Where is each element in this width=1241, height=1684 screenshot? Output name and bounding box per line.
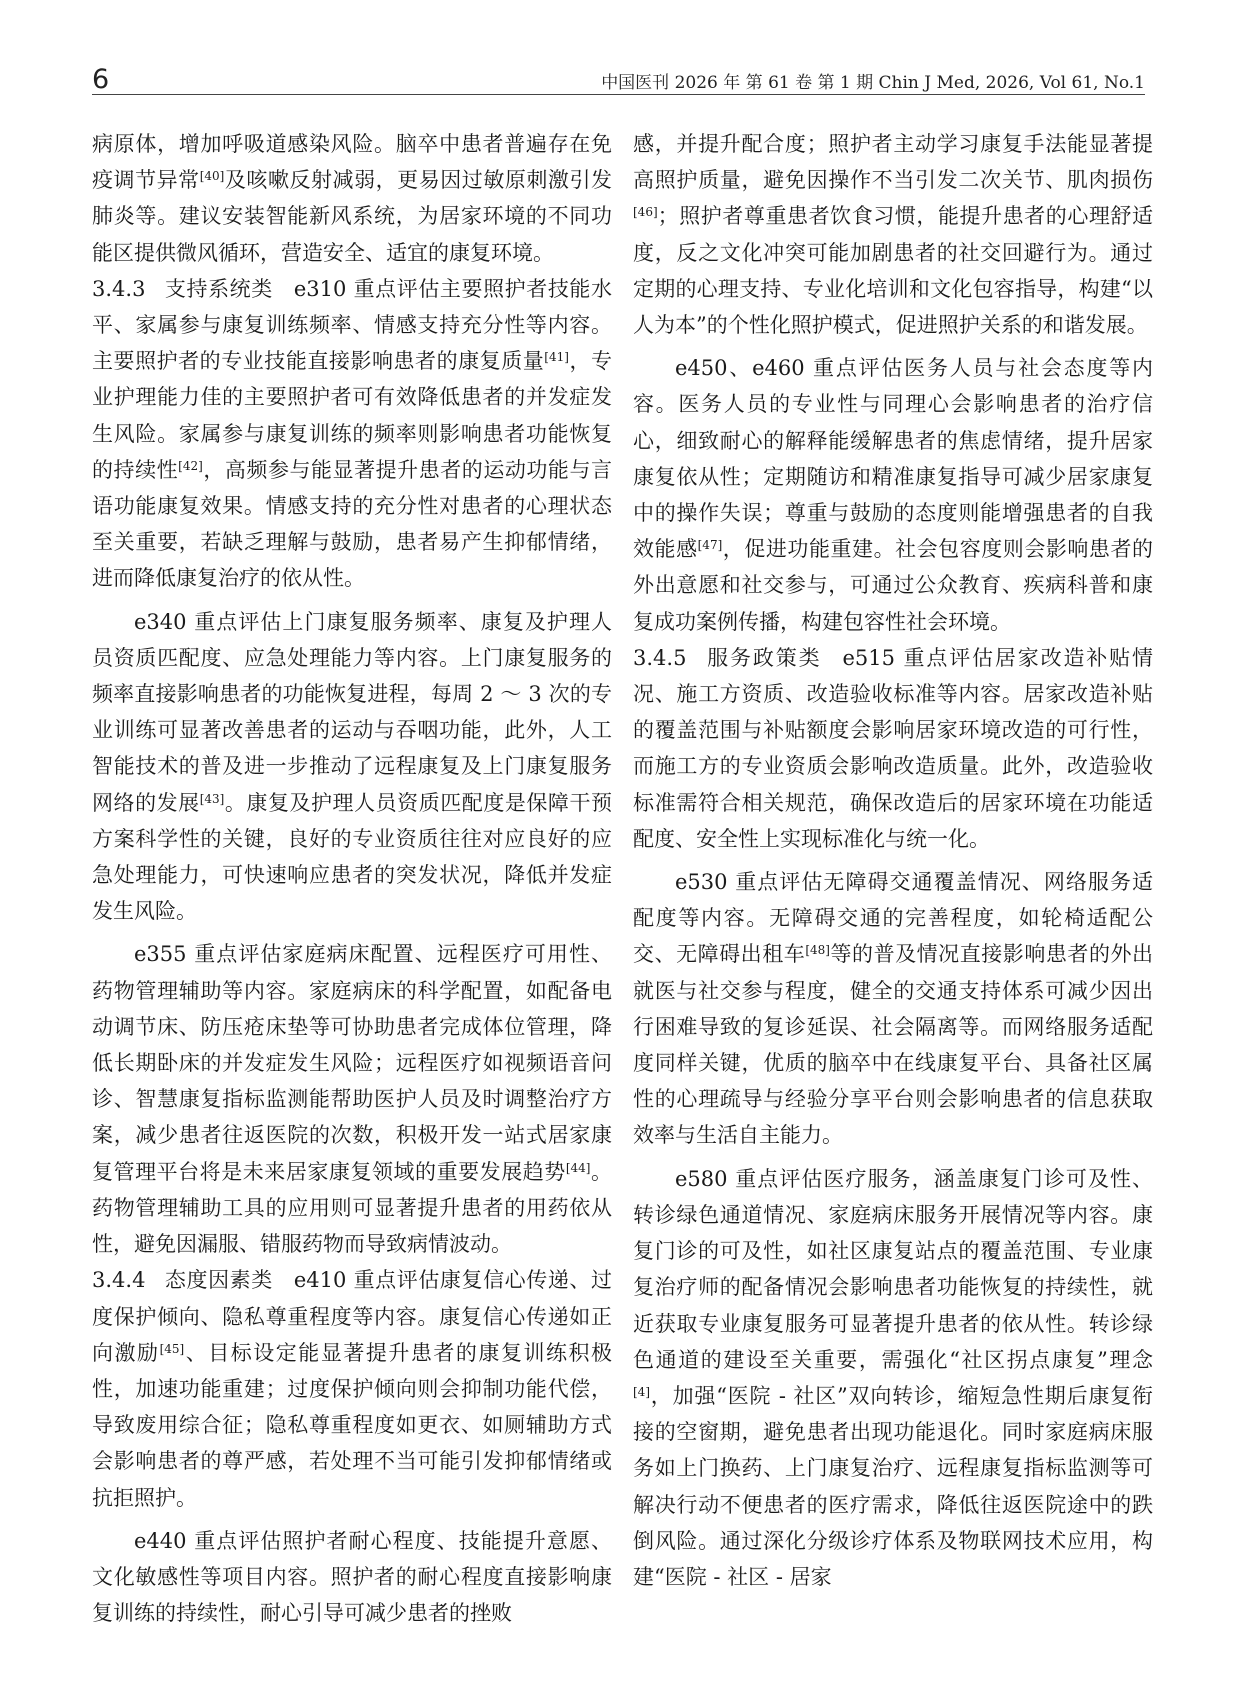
running-head: 中国医刊 2026 年 第 61 卷 第 1 期 Chin J Med, 2026, Vol 61, No.1 — [601, 73, 1145, 93]
text: 感，并提升配合度；照护者主动学习康复手法能显著提高照护质量，避免因操作不当引发二次关节、肌肉损伤 — [633, 132, 1153, 193]
citation: [41] — [544, 350, 569, 365]
paragraph-e530 — [633, 864, 1153, 1154]
text: e580 重点评估医疗服务，涵盖康复门诊可及性、转诊绿色通道情况、家庭病床服务开展情况等内容。康复门诊的可及性，如社区康复站点的覆盖范围、专业康复治疗师的配备情况会影响患者功能恢复的持续性，就近获取专业康复服务可显著提升患者的依从性。转诊绿色通道的建设至关重要，需强化“社区拐点康复”理念 — [633, 1166, 1153, 1372]
citation: [43] — [199, 791, 225, 806]
text: 及咳嗽反射减弱，更易因过敏原刺激引发肺炎等。建议安装智能新风系统，为居家环境的不同功能区提供微风循环，营造安全、适宜的康复环境。 — [92, 168, 612, 265]
right-column — [633, 126, 1153, 1595]
section-number: 3.4.3 — [92, 276, 146, 301]
text: 。康复及护理人员资质匹配度是保障干预方案科学性的关键，良好的专业资质往往对应良好的应急处理能力，可快速响应患者的突发状况，降低并发症发生风险。 — [92, 790, 612, 924]
text: 、目标设定能显著提升患者的康复训练积极性，加速功能重建；过度保护倾向则会抑制功能代偿，导致废用综合征；隐私尊重程度如更衣、如厕辅助方式会影响患者的尊严感，若处理不当可能引发抑郁情绪或抗拒照护。 — [92, 1340, 613, 1510]
text: ，加强“医院 - 社区”双向转诊，缩短急性期后康复衔接的空窗期，避免患者出现功能退化。同时家庭病床服务如上门换药、上门康复治疗、远程康复指标监测等可解决行动不便患者的医疗需求，降低往返医院途中的跌倒风险。通过深化分级诊疗体系及物联网技术应用，构建“医院 - 社区 - 居家 — [633, 1383, 1153, 1589]
section-title: 支持系统类 — [164, 276, 273, 301]
section-3-4-4 — [92, 1262, 612, 1515]
section-number: 3.4.4 — [92, 1268, 146, 1293]
section-3-4-3 — [92, 271, 612, 597]
citation: [46] — [633, 205, 658, 220]
paragraph-environment-continued — [92, 126, 612, 271]
paragraph-e580 — [633, 1161, 1153, 1595]
text: e530 重点评估无障碍交通覆盖情况、网络服务适配度等内容。无障碍交通的完善程度，如轮椅适配公交、无障碍出租车 — [633, 870, 1153, 967]
citation: [45] — [159, 1341, 185, 1356]
text: e310 重点评估主要照护者技能水平、家属参与康复训练频率、情感支持充分性等内容。主要照护者的专业技能直接影响患者的康复质量 — [92, 276, 613, 374]
section-3-4-5 — [633, 640, 1153, 857]
left-column — [92, 126, 612, 1631]
text: e340 重点评估上门康复服务频率、康复及护理人员资质匹配度、应急处理能力等内容。上门康复服务的频率直接影响患者的功能恢复进程，每周 2 ～ 3 次的专业训练可显著改善患者的运动与吞咽功能，此外，人工智能技术的普及进一步推动了远程康复及上门康复服务网络的发展 — [92, 609, 612, 815]
section-title: 服务政策类 — [705, 645, 822, 670]
text: ；照护者尊重患者饮食习惯，能提升患者的心理舒适度，反之文化冲突可能加剧患者的社交回避行为。通过定期的心理支持、专业化培训和文化包容指导，构建“以人为本”的个性化照护模式，促进照护关系的和谐发展。 — [633, 204, 1153, 338]
section-title: 态度因素类 — [164, 1268, 273, 1293]
paragraph-e440 — [92, 1523, 612, 1632]
text: e410 重点评估康复信心传递、过度保护倾向、隐私尊重程度等内容。康复信心传递如正向激励 — [92, 1268, 613, 1365]
text: 病原体，增加呼吸道感染风险。脑卒中患者普遍存在免疫调节异常 — [92, 132, 612, 193]
text: e515 重点评估居家改造补贴情况、施工方资质、改造验收标准等内容。居家改造补贴的覆盖范围与补贴额度会影响居家环境改造的可行性，而施工方的专业资质会影响改造质量。此外，改造验收标准需符合相关规范，确保改造后的居家环境在功能适配度、安全性上实现标准化与统一化。 — [633, 645, 1154, 851]
text: ，促进功能重建。社会包容度则会影响患者的外出意愿和社交参与，可通过公众教育、疾病科普和康复成功案例传播，构建包容性社会环境。 — [633, 537, 1154, 634]
text: ，专业护理能力佳的主要照护者可有效降低患者的并发症发生风险。家属参与康复训练的频率则影响患者功能恢复的持续性 — [92, 349, 613, 482]
paragraph-e440-continued — [633, 126, 1153, 343]
text: 。药物管理辅助工具的应用则可显著提升患者的用药依从性，避免因漏服、错服药物而导致病情波动。 — [92, 1159, 613, 1257]
section-number: 3.4.5 — [633, 645, 687, 670]
page-number: 6 — [92, 64, 110, 95]
citation: [40] — [199, 169, 225, 184]
paragraph-e340 — [92, 604, 612, 930]
text: ，高频参与能显著提升患者的运动功能与言语功能康复效果。情感支持的充分性对患者的心理状态至关重要，若缺乏理解与鼓励，患者易产生抑郁情绪，进而降低康复治疗的依从性。 — [92, 457, 613, 591]
paragraph-e355 — [92, 936, 612, 1262]
citation: [48] — [805, 943, 830, 958]
text: e355 重点评估家庭病床配置、远程医疗可用性、药物管理辅助等内容。家庭病床的科学配置，如配备电动调节床、防压疮床垫等可协助患者完成体位管理，降低长期卧床的并发症发生风险；远程医疗如视频语音问诊、智慧康复指标监测能帮助医护人员及时调整治疗方案，减少患者往返医院的次数，积极开发一站式居家康复管理平台将是未来居家康复领域的重要发展趋势 — [92, 942, 612, 1184]
citation: [44] — [565, 1160, 591, 1175]
citation: [47] — [697, 538, 723, 553]
text: 等的普及情况直接影响患者的外出就医与社交参与程度，健全的交通支持体系可减少因出行困难导致的复诊延误、社会隔离等。而网络服务适配度同样关键，优质的脑卒中在线康复平台、具备社区属性的心理疏导与经验分享平台则会影响患者的信息获取效率与生活自主能力。 — [633, 942, 1154, 1148]
text: e450、e460 重点评估医务人员与社会态度等内容。医务人员的专业性与同理心会影响患者的治疗信心，细致耐心的解释能缓解患者的焦虑情绪，提升居家康复依从性；定期随访和精准康复指导可减少居家康复中的操作失误；尊重与鼓励的态度则能增强患者的自我效能感 — [633, 356, 1153, 562]
citation: [42] — [178, 458, 203, 473]
citation: [4] — [633, 1384, 650, 1399]
paragraph-e450-e460 — [633, 350, 1153, 640]
text: e440 重点评估照护者耐心程度、技能提升意愿、文化敏感性等项目内容。照护者的耐心程度直接影响康复训练的持续性，耐心引导可减少患者的挫败 — [92, 1528, 612, 1626]
header-rule — [92, 94, 1145, 95]
